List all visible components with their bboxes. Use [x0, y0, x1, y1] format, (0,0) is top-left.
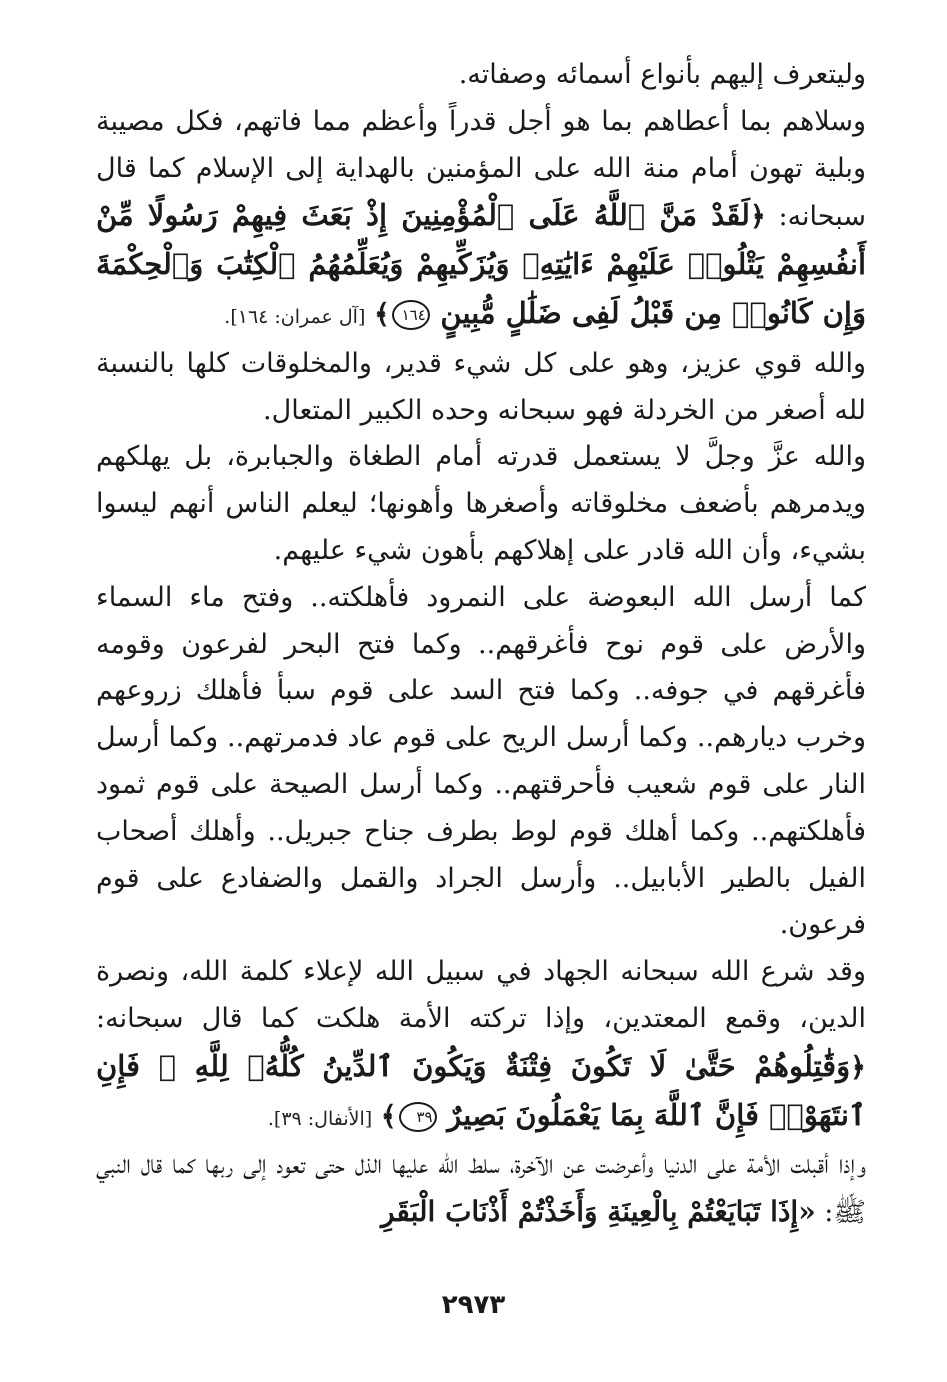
quran-verse: وَقَٰتِلُوهُمْ حَتَّىٰ لَا تَكُونَ فِتْنَةٌ وَيَكُونَ ٱلدِّينُ كُلُّهُۥ لِلَّهِ ۚ فَإِنِ ٱنتَهَوْا۟ فَإِنَّ ٱللَّهَ بِمَا يَعْمَلُونَ بَصِيرٌ	[85, 1048, 866, 1132]
quran-open-brace: ﴿	[749, 201, 766, 233]
paragraph-jihad-verse	[85, 949, 866, 1142]
paragraph-text: والله عزَّ وجلَّ لا يستعمل قدرته أمام الطغاة والجبابرة، بل يهلكهم ويدمرهم بأضعف مخلوقاته وأصغرها وأهونها؛ ليعلم الناس أنهم ليسوا بشيء، وأن الله قادر على إهلاكهم بأهون شيء عليهم.	[87, 441, 866, 566]
ayah-number-marker: ١٦٤	[392, 300, 430, 330]
quran-verse: لَقَدْ مَنَّ ٱللَّهُ عَلَى ٱلْمُؤْمِنِينَ إِذْ بَعَثَ فِيهِمْ رَسُولًا مِّنْ أَنفُسِهِمْ يَتْلُوا۟ عَلَيْهِمْ ءَايَٰتِهِۦ وَيُزَكِّيهِمْ وَيُعَلِّمُهُمُ ٱلْكِتَٰبَ وَٱلْحِكْمَةَ وَإِن كَانُوا۟ مِن قَبْلُ لَفِى ضَلَٰلٍ مُّبِينٍ	[85, 198, 866, 330]
paragraph-allah-almighty	[87, 341, 866, 435]
paragraph-names-and-attributes	[96, 52, 866, 99]
paragraph-text: كما أرسل الله البعوضة على النمرود فأهلكته.. وفتح ماء السماء والأرض على قوم نوح فأغرقهم.. وكما فتح البحر لفرعون وقومه فأغرقهم في جوفه.. وكما فتح السد على قوم سبأ فأهلك زروعهم وخرب ديارهم.. وكما أرسل الريح على قوم عاد فدمرتهم.. وكما أرسل النار على قوم شعيب فأحرقتهم.. وكما أرسل الصيحة على قوم ثمود فأهلكتهم.. وكما أهلك قوم لوط بطرف جناح جبريل.. وأهلك أصحاب الفيل بالطير الأبابيل.. وأرسل الجراد والقمل والضفادع على قوم فرعون.	[87, 581, 866, 941]
paragraph-tyrants	[87, 434, 866, 574]
quran-open-brace: ﴿	[850, 1051, 866, 1083]
quran-close-brace: ﴾	[373, 298, 390, 330]
paragraph-text: وإذا أقبلت الأمة على الدنيا وأعرضت عن الآخرة، سلط الله عليها الذل حتى تعود إلى ربها كما قال النبي ﷺ:	[87, 1149, 866, 1229]
paragraph-text: والله قوي عزيز، وهو على كل شيء قدير، والمخلوقات كلها بالنسبة لله أصغر من الخردلة فهو سبحانه وحده الكبير المتعال.	[87, 347, 866, 426]
paragraph-destroyed-nations	[87, 575, 866, 949]
page-number: ٢٩٧٣	[441, 1290, 506, 1320]
paragraph-consolation-verse	[85, 99, 866, 341]
page-body	[85, 52, 866, 1352]
paragraph-text: وليتعرف إليهم بأنواع أسمائه وصفاته.	[458, 59, 866, 90]
verse-citation: [آل عمران: ١٦٤].	[224, 305, 366, 328]
paragraph-hadith	[87, 1142, 866, 1237]
paragraph-text: وقد شرع الله سبحانه الجهاد في سبيل الله لإعلاء كلمة الله، ونصرة الدين، وقمع المعتدين، وإذا تركته الأمة هلكت كما قال سبحانه:	[87, 956, 866, 1034]
quran-close-brace: ﴾	[380, 1100, 397, 1132]
verse-citation: [الأنفال: ٣٩].	[267, 1107, 373, 1130]
paragraph-text: وسلاهم بما أعطاهم بما هو أجل قدراً وأعظم مما فاتهم، فكل مصيبة وبلية تهون أمام منة الله على المؤمنين بالهداية إلى الإسلام كما قال سبحانه:	[87, 105, 866, 233]
ayah-number-marker: ٣٩	[399, 1102, 437, 1132]
hadith-quote: «إِذَا تَبَايَعْتُمْ بِالْعِينَةِ وَأَخَذْتُمْ أَذْنَابَ الْبَقَرِ	[380, 1195, 816, 1229]
